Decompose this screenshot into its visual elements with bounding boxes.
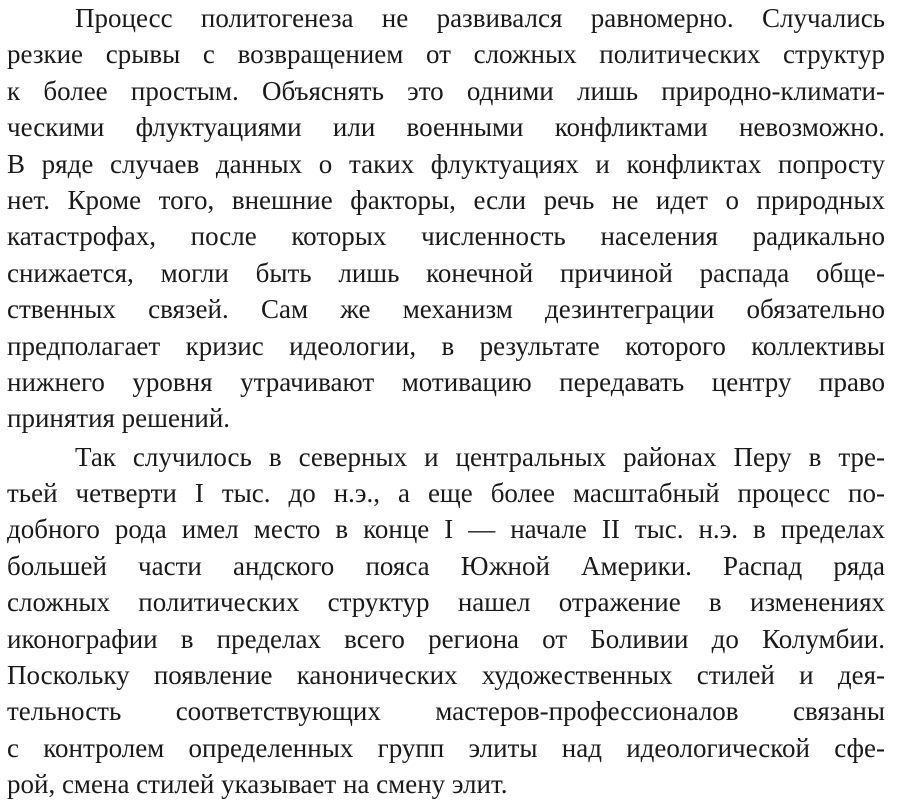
- text-line: ческими флуктуациями или военными конфликтами невозможно.: [7, 112, 885, 143]
- text-line: добного рода имел место в конце I — начале II тыс. н.э. в пределах: [7, 514, 885, 545]
- text-line: тельность соответствующих мастеров-профессионалов связаны: [7, 696, 885, 727]
- text-line: иконографии в пределах всего региона от Боливии до Колумбии.: [7, 623, 885, 654]
- paragraph: [7, 0, 885, 437]
- paragraph: [7, 437, 885, 803]
- text-line: нет. Кроме того, внешние факторы, если речь не идет о природных: [7, 184, 885, 215]
- text-line: нижнего уровня утрачивают мотивацию передавать центру право: [7, 366, 885, 397]
- text-line: катастрофах, после которых численность населения радикально: [7, 221, 885, 252]
- text-line: ственных связей. Сам же механизм дезинтеграции обязательно: [7, 294, 885, 325]
- text-line: рой, смена стилей указывает на смену элит.: [7, 769, 508, 800]
- text-line: снижается, могли быть лишь конечной причиной распада обще-: [7, 257, 885, 288]
- text-line: принятия решений.: [7, 403, 231, 434]
- text-line: сложных политических структур нашел отражение в изменениях: [7, 587, 885, 618]
- text-line: большей части андского пояса Южной Америки. Распад ряда: [7, 550, 885, 581]
- text-line: с контролем определенных групп элиты над идеологической сфе-: [7, 732, 885, 763]
- text-line: Так случилось в северных и центральных районах Перу в тре-: [75, 441, 885, 472]
- text-line: Процесс политогенеза не развивался равномерно. Случались: [75, 3, 885, 33]
- text-line: В ряде случаев данных о таких флуктуациях и конфликтах попросту: [7, 148, 885, 179]
- text-line: резкие срывы с возвращением от сложных политических структур: [7, 39, 885, 70]
- text-line: предполагает кризис идеологии, в результате которого коллективы: [7, 330, 885, 361]
- text-line: Поскольку появление канонических художественных стилей и дея-: [7, 660, 885, 691]
- text-line: тьей четверти I тыс. до н.э., а еще более масштабный процесс по-: [7, 478, 885, 509]
- text-line: к более простым. Объяснять это одними лишь природно-климати-: [7, 75, 885, 106]
